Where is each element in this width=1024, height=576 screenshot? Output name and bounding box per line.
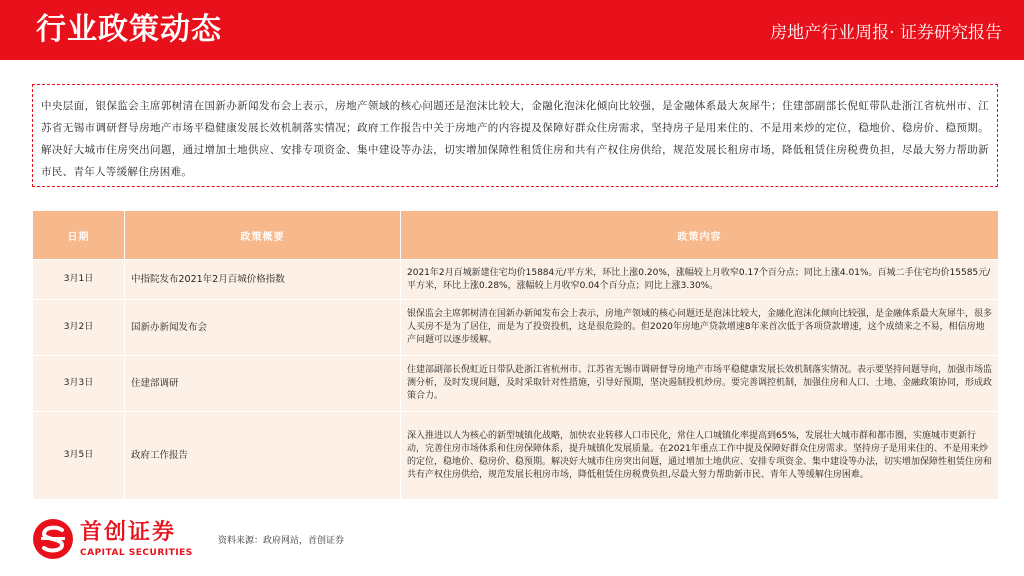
- row-summary: 政府工作报告: [125, 412, 401, 500]
- column-header-summary: 政策概要: [125, 211, 401, 260]
- row-content: 深入推进以人为核心的新型城镇化战略，加快农业转移人口市民化，常住人口城镇化率提高到65%，发展壮大城市群和都市圈，实施城市更新行动，完善住房市场体系和住房保障体系，提升城镇化发展质量。在2021年重点工作中提及保障好群众住房需求。坚持房子是用来住的、不是用来炒的定位，稳地价、稳房价、稳预期。解决好大城市住房突出问题，通过增加土地供应、安排专项资金、集中建设等办法，切实增加保障性租赁住房和共有产权住房供给，规范发展长租房市场，降低租赁住房税费负担,尽最大努力帮助新市民、青年人等缓解住房困难。: [401, 412, 999, 500]
- row-summary: 国新办新闻发布会: [125, 300, 401, 356]
- table-row: [33, 260, 999, 300]
- table-row: [33, 300, 999, 356]
- policy-table: [32, 210, 999, 500]
- row-content: 2021年2月百城新建住宅均价15884元/平方米，环比上涨0.20%，涨幅较上月收窄0.17个百分点；同比上涨4.01%。百城二手住宅均价15585元/平方米，环比上涨0.28%，涨幅较上月收窄0.04个百分点；同比上涨3.30%。: [401, 260, 999, 300]
- row-date: 3月5日: [33, 412, 125, 500]
- row-date: 3月1日: [33, 260, 125, 300]
- summary-box: 中央层面，银保监会主席郭树清在国新办新闻发布会上表示，房地产领域的核心问题还是泡沫比较大，金融化泡沫化倾向比较强，是金融体系最大灰犀牛；住建部副部长倪虹带队赴浙江省杭州市、江苏省无锡市调研督导房地产市场平稳健康发展长效机制落实情况；政府工作报告中关于房地产的内容提及保障好群众住房需求，坚持房子是用来住的、不是用来炒的定位，稳地价、稳房价、稳预期。解决好大城市住房突出问题，通过增加土地供应、安排专项资金、集中建设等办法，切实增加保障性租赁住房和共有产权住房供给，规范发展长租房市场，降低租赁住房税费负担，尽最大努力帮助新市民、青年人等缓解住房困难。: [32, 84, 998, 187]
- logo-english-name: CAPITAL SECURITIES: [80, 548, 193, 558]
- data-source-note: 资料来源：政府网站，首创证券: [218, 536, 345, 546]
- header-bar: [0, 0, 1024, 60]
- table-header-row: [33, 211, 999, 260]
- page-title: 行业政策动态: [36, 12, 222, 47]
- company-logo: [32, 518, 218, 562]
- capital-securities-logo-icon: [32, 518, 74, 560]
- row-date: 3月3日: [33, 356, 125, 412]
- row-content: 银保监会主席郭树清在国新办新闻发布会上表示，房地产领域的核心问题还是泡沫比较大，金融化泡沫化倾向比较强，是金融体系最大灰犀牛，很多人买房不是为了居住，而是为了投资投机，这是很危险的。但2020年房地产贷款增速8年来首次低于各项贷款增速，这个成绩来之不易，相信房地产问题可以逐步缓解。: [401, 300, 999, 356]
- column-header-content: 政策内容: [401, 211, 999, 260]
- report-subtitle: 房地产行业周报· 证券研究报告: [770, 23, 1002, 43]
- column-header-date: 日期: [33, 211, 125, 260]
- logo-chinese-name: 首创证券: [80, 520, 177, 545]
- row-summary: 住建部调研: [125, 356, 401, 412]
- row-date: 3月2日: [33, 300, 125, 356]
- row-summary: 中指院发布2021年2月百城价格指数: [125, 260, 401, 300]
- table-row: [33, 412, 999, 500]
- table-row: [33, 356, 999, 412]
- row-content: 住建部副部长倪虹近日带队赴浙江省杭州市、江苏省无锡市调研督导房地产市场平稳健康发展长效机制落实情况。表示要坚持问题导向，加强市场监测分析，及时发现问题，及时采取针对性措施，引导好预期，坚决遏制投机炒房。要完善调控机制，加强住房和人口、土地、金融政策协同，形成政策合力。: [401, 356, 999, 412]
